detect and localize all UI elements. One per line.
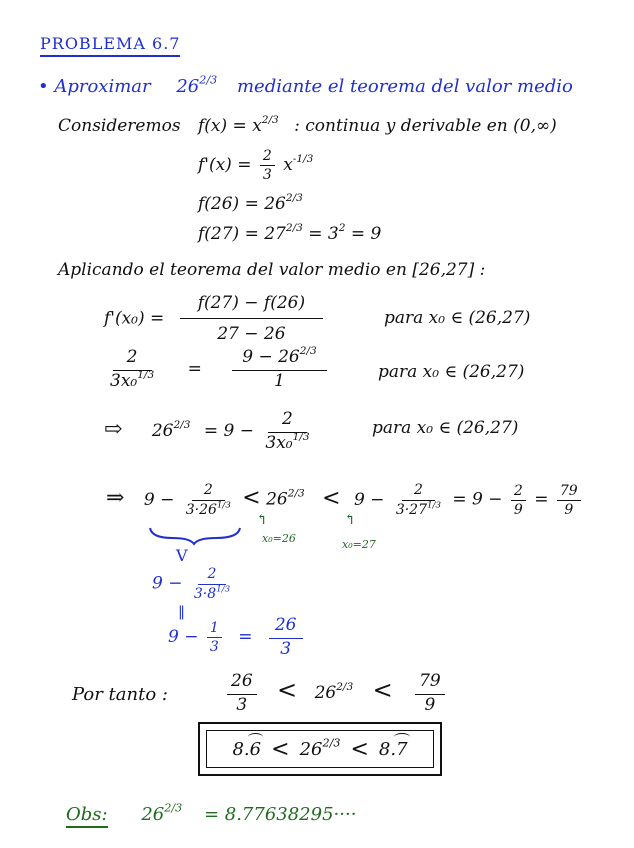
eq3-den-exp: 1/3 xyxy=(292,430,310,443)
f26-exp: 2/3 xyxy=(285,192,303,205)
f-definition xyxy=(198,116,557,136)
equals-vertical: ‖ xyxy=(178,604,185,620)
ineq-num3: 2 xyxy=(511,483,526,501)
pt-den2: 9 xyxy=(424,694,436,715)
eq3-line xyxy=(104,410,316,453)
eq3-num: 2 xyxy=(268,410,307,433)
brace-icon xyxy=(146,524,246,546)
ineq-den-exp: 1/3 xyxy=(216,500,231,511)
mvt-lhs: f'(x₀) = xyxy=(104,308,165,329)
consider-label: Consideremos xyxy=(58,116,181,136)
eq3-den-pre: 3x₀ xyxy=(265,432,293,453)
mvt-condition: para x₀ ∈ (26,27) xyxy=(384,308,531,328)
mvt-num: f(27) − f(26) xyxy=(180,294,323,319)
low2-rden: 3 xyxy=(280,638,292,659)
box-right-int: 8. xyxy=(378,738,397,760)
obs-line xyxy=(66,801,357,825)
fprime-x: x xyxy=(283,155,293,176)
box-lt2: < xyxy=(350,736,369,762)
ineq-num: 2 xyxy=(192,482,225,501)
low2-eq: = xyxy=(238,627,253,648)
implies-arrow-icon: ⇨ xyxy=(104,417,123,443)
f27-rhs: = 9 xyxy=(350,224,382,244)
ineq-den2-exp: 1/3 xyxy=(427,500,441,511)
greater-than-vee: V xyxy=(176,546,188,565)
mvt-line xyxy=(104,294,326,344)
implies-arrow-icon-2: ⇒ xyxy=(106,485,125,511)
f-def-note: : continua y derivable en (0,∞) xyxy=(294,116,557,136)
low2-num: 1 xyxy=(207,620,222,638)
fprime-num: 2 xyxy=(260,148,275,166)
arrow-up-icon: ↰ xyxy=(256,512,268,528)
box-left-int: 8. xyxy=(232,738,250,760)
obs-pre: 26 xyxy=(141,804,165,825)
result-box xyxy=(206,730,434,768)
eq3-lhs-exp: 2/3 xyxy=(173,419,191,432)
ineq-mid-exp: 2/3 xyxy=(287,487,305,500)
ineq-den2-pre: 3·27 xyxy=(395,502,427,519)
box-lt1: < xyxy=(271,736,290,762)
f27-lhs: f(27) = 27 xyxy=(198,224,286,244)
obs-label: Obs: xyxy=(66,804,108,828)
box-mid-pre: 26 xyxy=(299,738,323,760)
low2-rnum: 26 xyxy=(269,616,303,639)
eq2-equals: = xyxy=(187,359,202,380)
arrow-up-icon-2: ↰ xyxy=(344,512,356,528)
low2-den: 3 xyxy=(209,639,219,656)
fprime-lhs: f'(x) = xyxy=(198,155,252,176)
eq2-rnum-exp: 2/3 xyxy=(299,345,317,358)
obs-exp: 2/3 xyxy=(164,801,183,815)
low1-num: 2 xyxy=(198,566,227,585)
ineq-den3: 9 xyxy=(513,501,523,518)
f27-mid-exp: 2 xyxy=(338,222,346,235)
eq2-num: 2 xyxy=(113,348,152,371)
task-bullet: • Aproximar xyxy=(38,76,151,97)
eq3-condition: para x₀ ∈ (26,27) xyxy=(372,418,519,438)
ineq-den4: 9 xyxy=(564,501,574,518)
f27-mid: = 3 xyxy=(308,224,339,244)
task-rest: mediante el teorema del valor medio xyxy=(236,76,573,97)
fprime-den: 3 xyxy=(262,167,272,184)
ineq-den-pre: 3·26 xyxy=(185,502,217,519)
note-left: x₀=26 xyxy=(262,532,296,545)
eq2-rnum-pre: 9 − 26 xyxy=(242,347,300,367)
ineq-num4: 79 xyxy=(557,483,581,501)
task-exp: 2/3 xyxy=(199,73,218,87)
obs-value: = 8.77638295···· xyxy=(203,804,357,825)
pt-lt1: < xyxy=(277,676,298,705)
f-def-lhs: f(x) = x xyxy=(198,116,262,136)
box-right-rep: 7 xyxy=(396,738,408,760)
lower-line-1 xyxy=(152,566,236,602)
portanto-ineq xyxy=(224,672,448,715)
f26-line xyxy=(198,194,303,214)
mvt-den: 27 − 26 xyxy=(217,323,286,344)
ineq-nine: 9 − xyxy=(143,489,175,510)
f27-line xyxy=(198,224,381,244)
f27-exp: 2/3 xyxy=(285,222,303,235)
fprime-line xyxy=(198,148,313,183)
pt-num1: 26 xyxy=(227,672,257,695)
f26-lhs: f(26) = 26 xyxy=(198,194,286,214)
fprime-exp: -1/3 xyxy=(292,153,314,166)
pt-num2: 79 xyxy=(415,672,445,695)
eq2-den-exp: 1/3 xyxy=(137,368,155,381)
ineq-eq1: = 9 − xyxy=(452,489,503,510)
pt-mid-exp: 2/3 xyxy=(336,681,354,694)
page-title: PROBLEMA 6.7 xyxy=(40,34,180,57)
eq2-condition: para x₀ ∈ (26,27) xyxy=(378,362,525,382)
task-base: 26 xyxy=(176,76,200,97)
low1-den-pre: 3·8 xyxy=(193,586,217,603)
box-mid-exp: 2/3 xyxy=(322,736,341,750)
box-left-rep: 6 xyxy=(249,738,262,760)
eq3-lhs-pre: 26 xyxy=(151,421,174,442)
ineq-lt2: < xyxy=(322,485,341,511)
portanto-label: Por tanto : xyxy=(72,684,168,705)
f-def-exp: 2/3 xyxy=(261,114,279,127)
ineq-eq2: = xyxy=(534,489,549,510)
low1-pre: 9 − xyxy=(152,573,183,594)
pt-lt2: < xyxy=(372,676,393,705)
ineq-nine2: 9 − xyxy=(353,489,385,510)
task-line xyxy=(38,73,573,97)
pt-mid-pre: 26 xyxy=(314,683,337,704)
ineq-lt1: < xyxy=(242,485,261,511)
lower-line-2 xyxy=(168,616,306,659)
eq2-line xyxy=(104,345,330,391)
eq2-rden: 1 xyxy=(274,370,285,391)
low2-pre: 9 − xyxy=(168,627,199,648)
low1-den-exp: 1/3 xyxy=(216,584,231,595)
ineq-num2: 2 xyxy=(402,482,435,501)
eq3-mid: = 9 − xyxy=(203,421,254,442)
note-right: x₀=27 xyxy=(342,538,376,551)
pt-den1: 3 xyxy=(236,694,248,715)
apply-line: Aplicando el teorema del valor medio en [26,27] : xyxy=(58,260,486,280)
eq2-den-pre: 3x₀ xyxy=(110,370,138,391)
ineq-mid-pre: 26 xyxy=(266,489,288,510)
